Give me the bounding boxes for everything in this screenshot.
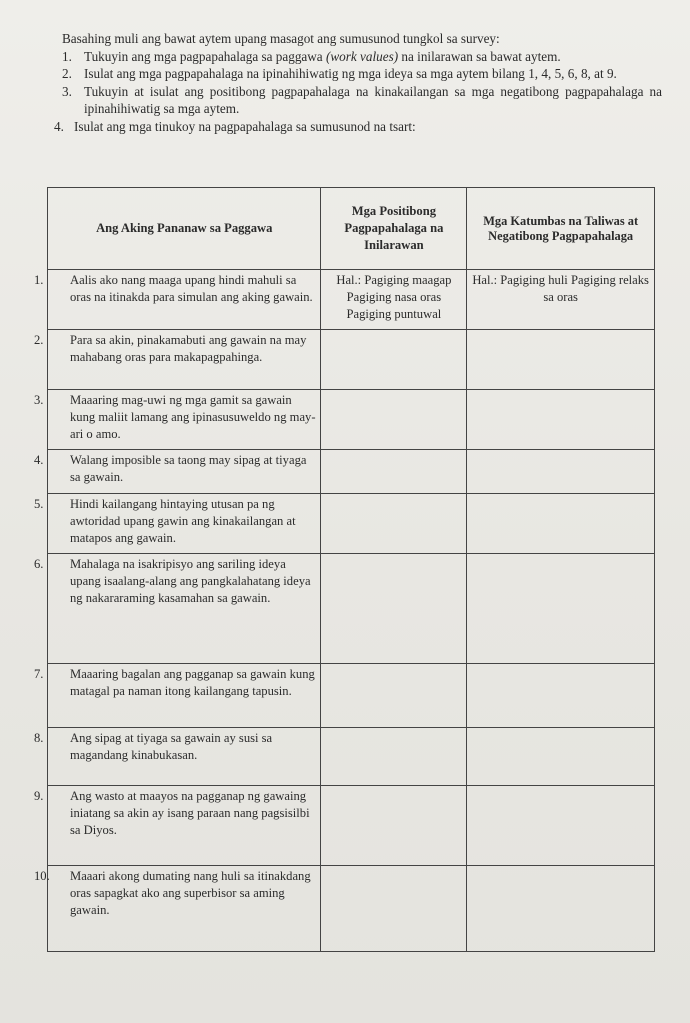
table-row bbox=[48, 330, 655, 390]
instruction-2 bbox=[62, 65, 662, 83]
negative-cell[interactable] bbox=[467, 554, 655, 664]
negative-cell[interactable] bbox=[467, 786, 655, 866]
table-row bbox=[48, 554, 655, 664]
positive-cell[interactable] bbox=[321, 450, 467, 494]
table-row bbox=[48, 786, 655, 866]
view-cell bbox=[34, 728, 321, 786]
header-negative-values: Mga Katumbas na Taliwas at Negatibong Pagpapahalaga bbox=[467, 188, 655, 270]
row-number: 6. bbox=[34, 557, 44, 571]
values-chart-table bbox=[34, 187, 655, 952]
view-cell bbox=[34, 494, 321, 554]
negative-cell[interactable] bbox=[467, 450, 655, 494]
positive-cell[interactable] bbox=[321, 554, 467, 664]
view-text: Ang sipag at tiyaga sa gawain ay susi sa magandang kinabukasan. bbox=[70, 731, 273, 762]
instructions-block bbox=[54, 30, 662, 135]
instruction-text: Isulat ang mga tinukoy na pagpapahalaga sa sumusunod na tsart: bbox=[74, 118, 416, 134]
table-row bbox=[48, 390, 655, 450]
row-number: 1. bbox=[34, 273, 44, 287]
row-number: 3. bbox=[34, 393, 44, 407]
intro-text: Basahing muli ang bawat aytem upang masagot ang sumusunod tungkol sa survey: bbox=[62, 31, 500, 46]
instruction-text: Tukuyin at isulat ang positibong pagpapahalaga na kinakailangan sa mga negatibong pagpapahalaga na ipinahihiwatig sa mga aytem. bbox=[84, 83, 662, 116]
view-cell bbox=[34, 330, 321, 390]
view-text: Aalis ako nang maaga upang hindi mahuli sa oras na itinakda para simulan ang aking gawain. bbox=[70, 273, 313, 304]
view-text: Ang wasto at maayos na pagganap ng gawaing iniatang sa akin ay isang paraan nang pagsisilbi sa Diyos. bbox=[70, 789, 310, 837]
view-text: Maaari akong dumating nang huli sa itinakdang oras sapagkat ako ang superbisor sa aming gawain. bbox=[70, 869, 311, 917]
negative-cell[interactable] bbox=[467, 330, 655, 390]
positive-cell[interactable] bbox=[321, 786, 467, 866]
view-text: Maaaring mag-uwi ng mga gamit sa gawain kung maliit lamang ang ipinasusuweldo ng may-ari o amo. bbox=[70, 393, 316, 441]
view-text: Para sa akin, pinakamabuti ang gawain na may mahabang oras para makapagpahinga. bbox=[70, 333, 307, 364]
row-number: 8. bbox=[34, 731, 44, 745]
positive-cell[interactable] bbox=[321, 330, 467, 390]
negative-cell: Hal.: Pagiging huli Pagiging relaks sa oras bbox=[467, 270, 655, 330]
positive-cell[interactable] bbox=[321, 664, 467, 728]
negative-cell[interactable] bbox=[467, 494, 655, 554]
table-row bbox=[48, 728, 655, 786]
view-cell bbox=[34, 390, 321, 450]
positive-cell: Hal.: Pagiging maagap Pagiging nasa oras Pagiging puntuwal bbox=[321, 270, 467, 330]
table-header-row bbox=[48, 188, 655, 270]
row-number: 7. bbox=[34, 667, 44, 681]
view-text: Hindi kailangang hintaying utusan pa ng awtoridad upang gawin ang kinakailangan at matapos ang gawain. bbox=[70, 497, 296, 545]
view-cell bbox=[34, 270, 321, 330]
view-cell bbox=[34, 554, 321, 664]
instruction-1 bbox=[62, 48, 662, 66]
row-number: 10. bbox=[34, 869, 50, 883]
negative-cell[interactable] bbox=[467, 664, 655, 728]
table-row bbox=[48, 494, 655, 554]
table-row bbox=[48, 664, 655, 728]
instruction-number: 2. bbox=[62, 66, 72, 81]
table-row bbox=[48, 866, 655, 952]
view-cell bbox=[34, 866, 321, 952]
instruction-text: Isulat ang mga pagpapahalaga na ipinahihiwatig ng mga ideya sa mga aytem bilang 1, 4, 5, 6, 8, at 9. bbox=[84, 66, 617, 81]
header-positive-values: Mga Positibong Pagpapahalaga na Inilarawan bbox=[321, 188, 467, 270]
row-number: 2. bbox=[34, 333, 44, 347]
negative-cell[interactable] bbox=[467, 866, 655, 952]
negative-cell[interactable] bbox=[467, 728, 655, 786]
instruction-3 bbox=[62, 83, 662, 118]
instruction-text: Tukuyin ang mga pagpapahalaga sa paggawa bbox=[84, 48, 326, 64]
instruction-number: 3. bbox=[62, 83, 72, 99]
instruction-emphasis: (work values) bbox=[325, 48, 399, 64]
view-cell bbox=[34, 664, 321, 728]
view-text: Walang imposible sa taong may sipag at tiyaga sa gawain. bbox=[70, 453, 307, 484]
instruction-text: na inilarawan sa bawat aytem. bbox=[398, 48, 561, 64]
instruction-number: 4. bbox=[54, 118, 64, 134]
positive-cell[interactable] bbox=[321, 390, 467, 450]
row-number: 4. bbox=[34, 453, 44, 467]
instruction-4 bbox=[54, 118, 662, 136]
positive-cell[interactable] bbox=[321, 494, 467, 554]
view-text: Maaaring bagalan ang pagganap sa gawain kung matagal pa naman itong kailangang tapusin. bbox=[70, 667, 315, 698]
row-number: 9. bbox=[34, 789, 44, 803]
negative-cell[interactable] bbox=[467, 390, 655, 450]
positive-cell[interactable] bbox=[321, 728, 467, 786]
header-my-view: Ang Aking Pananaw sa Paggawa bbox=[48, 188, 321, 270]
positive-cell[interactable] bbox=[321, 866, 467, 952]
table-row bbox=[48, 450, 655, 494]
view-cell bbox=[34, 450, 321, 494]
instruction-number: 1. bbox=[62, 48, 72, 64]
view-cell bbox=[34, 786, 321, 866]
row-number: 5. bbox=[34, 497, 44, 511]
table-row bbox=[48, 270, 655, 330]
view-text: Mahalaga na isakripisyo ang sariling ideya upang isaalang-alang ang pangkalahatang ideya ng nakararaming kasamahan sa gawain. bbox=[70, 557, 311, 605]
